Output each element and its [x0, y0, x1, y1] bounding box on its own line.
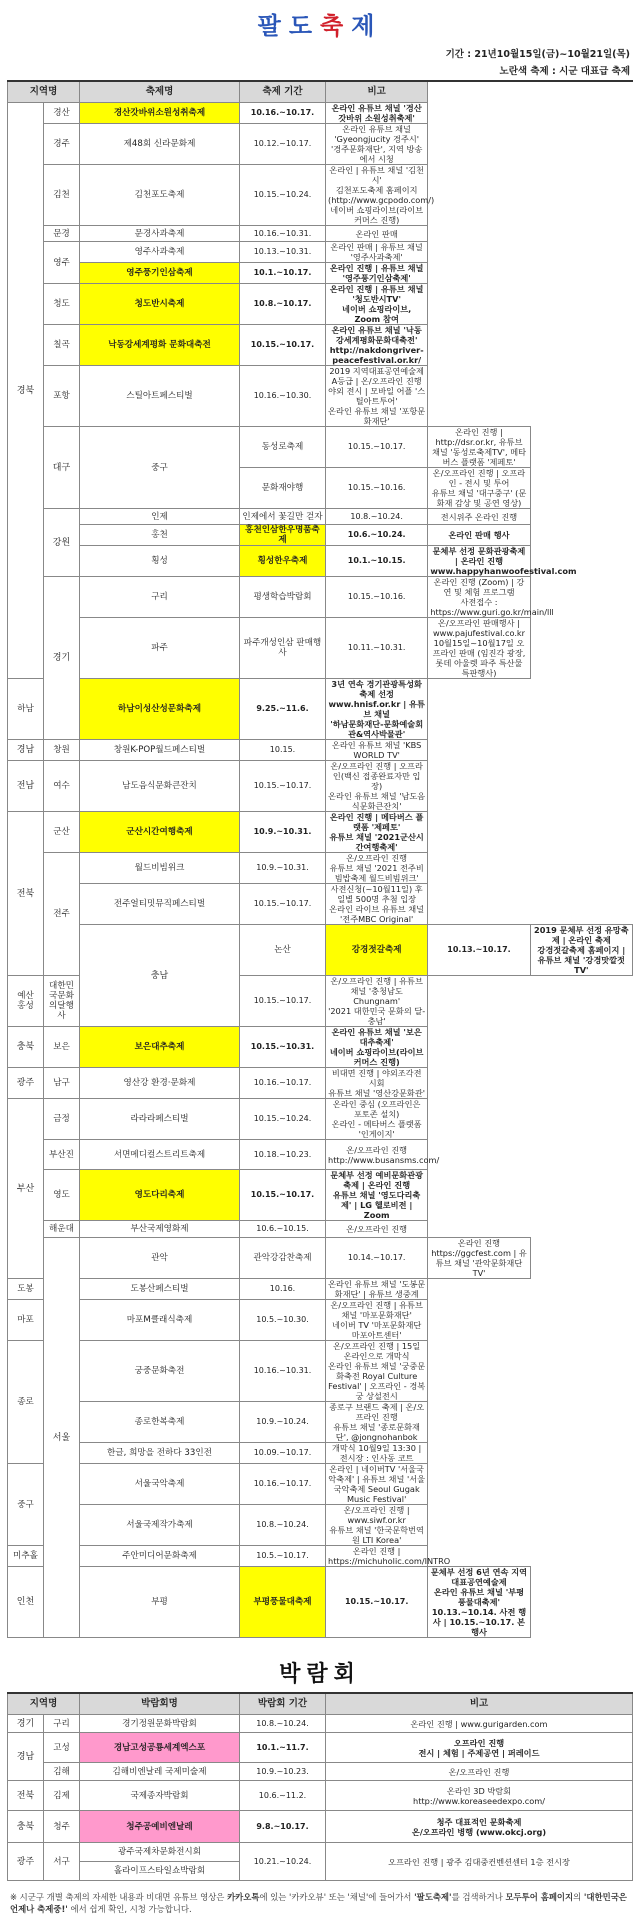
festival-row: [8, 1505, 633, 1546]
event-name-cell: 서면메디컬스트리트축제: [80, 1140, 240, 1170]
period-cell: 10.15.~10.17.: [240, 884, 326, 925]
period-cell: 10.15.~10.16.: [326, 577, 428, 618]
event-name-cell: 청도반시축제: [80, 284, 240, 325]
city-cell: 중구: [8, 1464, 44, 1546]
period-cell: 10.15.~10.24.: [240, 1099, 326, 1140]
note-cell: 온라인 유튜브 채널 '경산갓바위 소원성취축제': [326, 103, 428, 124]
event-name-cell: 제48회 신라문화제: [80, 124, 240, 165]
festival-row: [8, 1099, 633, 1140]
note-cell: 온라인 유튜브 채널 '낙동강세계평화문화대축전' http://nakdongriver-peacefestival.or.kr/: [326, 325, 428, 366]
city-cell: 파주: [80, 618, 240, 679]
city-cell: 김천: [44, 165, 80, 226]
expo-table: [7, 1692, 633, 1881]
event-name-cell: 군산시간여행축제: [80, 812, 240, 853]
event-name-cell: 하남이성산성문화축제: [80, 679, 240, 740]
note-cell: 오프라인 진행 전시 | 체험 | 주제공연 | 퍼레이드: [326, 1733, 633, 1763]
city-cell: 관악: [80, 1238, 240, 1279]
note-cell: 온라인 진행 | http://dsr.or.kr, 유튜브 채널 '동성로축제TV', 메타버스 플랫폼 '제페토': [428, 427, 530, 468]
expo-row: [8, 1715, 633, 1733]
expo-row: [8, 1811, 633, 1843]
period-cell: 10.21.~10.24.: [240, 1843, 326, 1881]
festival-row: [8, 1068, 633, 1099]
note-cell: 3년 연속 경기관광특성화축제 선정 www.hnisf.or.kr | 유튜브 채널 '하남문화재단-문화예술회관&역사박물관': [326, 679, 428, 740]
festival-row: [8, 546, 633, 577]
region-cell: 전남: [8, 761, 44, 812]
note-cell: 온라인 판매: [326, 226, 428, 242]
event-name-cell: 문화재야행: [240, 468, 326, 509]
period-cell: 10.15.~10.16.: [326, 468, 428, 509]
note-cell: 온라인 | 유튜브 채널 '김천시' 김천포도축제 홈페이지 (http://www.gcpodo.com/) 네이버 쇼핑라이브(라이브커머스 진행): [326, 165, 428, 226]
region-cell: 광주: [8, 1843, 44, 1881]
region-cell: 충북: [8, 1027, 44, 1068]
event-name-cell: 대한민국문화의달행사: [44, 976, 80, 1027]
period-cell: 10.8.~10.24.: [240, 1715, 326, 1733]
period-cell: 10.16.~10.17.: [240, 1068, 326, 1099]
region-cell: 인천: [8, 1567, 44, 1638]
event-name-cell: 남도음식문화큰잔치: [80, 761, 240, 812]
period-cell: 10.18.~10.23.: [240, 1140, 326, 1170]
city-cell: 구리: [80, 577, 240, 618]
city-cell: 중구: [80, 427, 240, 509]
period-cell: 10.15.~10.17.: [240, 761, 326, 812]
event-name-cell: 횡성한우축제: [240, 546, 326, 577]
festival-row: [8, 226, 633, 242]
period-cell: 10.15.: [240, 740, 326, 761]
festival-row: [8, 242, 633, 263]
period-cell: 10.15.~10.17.: [240, 1170, 326, 1221]
city-cell: 청도: [44, 284, 80, 325]
period-cell: 10.1.~10.17.: [240, 263, 326, 284]
festival-table: [7, 80, 633, 1638]
city-cell: 경주: [44, 124, 80, 165]
expo-row: [8, 1781, 633, 1811]
note-cell: 온라인 유튜브 채널 '도봉문화재단' | 유튜브 생중계: [326, 1279, 428, 1300]
event-name-cell: 경기정원문화박람회: [80, 1715, 240, 1733]
region-cell: 대구: [44, 427, 80, 509]
region-cell: 전북: [8, 812, 44, 976]
event-name-cell: 인제에서 꽃길만 걷자: [240, 509, 326, 525]
event-name-cell: 관악강감찬축제: [240, 1238, 326, 1279]
region-cell: 부산: [8, 1099, 44, 1279]
event-name-cell: 홀라이프스타일쇼박람회: [80, 1862, 240, 1881]
city-cell: 포항: [44, 366, 80, 427]
note-cell: 온/오프라인 진행 | 유튜브 채널 '마포문화재단' 네이버 TV '마포문화재단 마포아트센터': [326, 1300, 428, 1341]
city-cell: 경산: [44, 103, 80, 124]
event-name-cell: 서울국제작가축제: [80, 1505, 240, 1546]
city-cell: 군산: [44, 812, 80, 853]
period-cell: 10.5.~10.17.: [240, 1546, 326, 1567]
city-cell: 영주: [44, 242, 80, 284]
expo-row: [8, 1733, 633, 1763]
note-cell: 종로구 브랜드 축제 | 온/오프라인 진행 유튜브 채널 '종로문화재단', @jongnohanbok: [326, 1402, 428, 1443]
festival-row: [8, 124, 633, 165]
event-name-cell: 평생학습박람회: [240, 577, 326, 618]
period-cell: 10.8.~10.24.: [326, 509, 428, 525]
festival-row: [8, 1464, 633, 1505]
note-cell: 온라인 진행 https://ggcfest.com | 유튜브 채널 '관악문화재단TV': [428, 1238, 530, 1279]
note-cell: 온라인 진행 | 유튜브 채널 '영주풍기인삼축제': [326, 263, 428, 284]
event-name-cell: 종로한복축제: [80, 1402, 240, 1443]
period-cell: 10.9.~10.31.: [240, 812, 326, 853]
note-cell: 온/오프라인 진행 유튜브 채널 '2021 전주비빔밥축제 월드비빔위크': [326, 853, 428, 884]
city-cell: 구리: [44, 1715, 80, 1733]
note-cell: 사전신청(~10월11일) 후 일별 500명 추첨 입장 온라인 라이브 유튜브 채널 '전주MBC Original': [326, 884, 428, 925]
city-cell: 김해: [44, 1763, 80, 1781]
city-cell: 청주: [44, 1811, 80, 1843]
festival-row: [8, 1546, 633, 1567]
note-cell: 온/오프라인 진행: [326, 1221, 428, 1238]
event-name-cell: 전주얼티밋뮤직페스티벌: [80, 884, 240, 925]
event-name-cell: 월드비빔위크: [80, 853, 240, 884]
city-cell: 김제: [44, 1781, 80, 1811]
expo-header-note: 비고: [326, 1693, 633, 1715]
festival-row: [8, 884, 633, 925]
festival-row: [8, 263, 633, 284]
period-cell: 10.09.~10.17.: [240, 1443, 326, 1464]
period-cell: 9.25.~11.6.: [240, 679, 326, 740]
festival-row: [8, 366, 633, 427]
city-cell: 남구: [44, 1068, 80, 1099]
festival-row: [8, 812, 633, 853]
header-note: 비고: [326, 81, 428, 103]
period-cell: 10.15.~10.17.: [326, 427, 428, 468]
event-name-cell: 강경젓갈축제: [326, 925, 428, 976]
event-name-cell: 낙동강세계평화 문화대축전: [80, 325, 240, 366]
festival-row: [8, 1279, 633, 1300]
note-cell: 온라인 | 네이버TV '서울국악축제' | 유튜브 채널 '서울국악축제 Seoul Gugak Music Festival': [326, 1464, 428, 1505]
note-cell: 오프라인 진행 | 광주 김대중컨벤션센터 1층 전시장: [326, 1843, 633, 1881]
period-cell: 10.8.~10.24.: [240, 1505, 326, 1546]
note-cell: 문체부 선정 예비문화관광축제 | 온라인 진행 유튜브 채널 '영도다리축제' | LG 헬로비전 | Zoom: [326, 1170, 428, 1221]
period-cell: 10.11.~10.31.: [326, 618, 428, 679]
event-name-cell: 경산갓바위소원성취축제: [80, 103, 240, 124]
event-name-cell: 홍천인삼한우명품축제: [240, 525, 326, 546]
event-name-cell: 한글, 희망을 전하다 33인전: [80, 1443, 240, 1464]
event-name-cell: 영주풍기인삼축제: [80, 263, 240, 284]
festival-row: [8, 1140, 633, 1170]
festival-row: [8, 1027, 633, 1068]
period-cell: 10.14.~10.17.: [326, 1238, 428, 1279]
festival-row: [8, 509, 633, 525]
expo-header-region: 지역명: [8, 1693, 80, 1715]
expo-header-name: 박람회명: [80, 1693, 240, 1715]
region-cell: 경기: [8, 1715, 44, 1733]
city-cell: 창원: [44, 740, 80, 761]
festival-row: [8, 618, 633, 679]
note-cell: 온라인 유튜브 채널 'KBS WORLD TV': [326, 740, 428, 761]
region-cell: 경남: [8, 740, 44, 761]
note-cell: 전시위주 온라인 진행: [428, 509, 530, 525]
city-cell: 논산: [240, 925, 326, 976]
note-cell: 2019 지역대표공연예술제 A등급 | 온/오프라인 진행 야외 전시 | 모바일 어플 '스틸아트투어' 온라인 유튜브 채널 '포항문화재단': [326, 366, 428, 427]
region-cell: 충남: [80, 925, 240, 1027]
city-cell: 마포: [8, 1300, 44, 1341]
event-name-cell: 궁중문화축전: [80, 1341, 240, 1402]
note-cell: 온라인 진행 (Zoom) | 강연 및 체험 프로그램 사전접수 : https://www.guri.go.kr/main/lll: [428, 577, 530, 618]
event-name-cell: 부평풍물대축제: [240, 1567, 326, 1638]
period-cell: 10.16.~10.31.: [240, 226, 326, 242]
note-cell: 온/오프라인 진행 | 오프라인 - 전시 및 투어 유튜브 채널 '대구중구' (문화재 감상 및 공연 영상): [428, 468, 530, 509]
city-cell: 전주: [44, 853, 80, 976]
note-cell: 온라인 판매 행사: [428, 525, 530, 546]
note-cell: 온/오프라인 진행: [326, 1763, 633, 1781]
expo-title: 박람회: [279, 1662, 361, 1687]
title-char: 제: [351, 12, 383, 40]
note-cell: 온/오프라인 진행 | 오프라인(백신 접종완료자만 입장) 온라인 유튜브 채널 '남도음식문화큰잔치': [326, 761, 428, 812]
note-cell: 온라인 판매 | 유튜브 채널 '영주사과축제': [326, 242, 428, 263]
city-cell: 고성: [44, 1733, 80, 1763]
event-name-cell: 국제종자박람회: [80, 1781, 240, 1811]
festival-row: [8, 740, 633, 761]
city-cell: 서구: [44, 1843, 80, 1881]
period-cell: 10.16.~10.30.: [240, 366, 326, 427]
period-cell: 10.15.~10.31.: [240, 1027, 326, 1068]
event-name-cell: 창원K-POP월드페스티벌: [80, 740, 240, 761]
festival-row: [8, 925, 633, 976]
expo-row: [8, 1763, 633, 1781]
festival-row: [8, 165, 633, 226]
event-name-cell: 청주공예비엔날레: [80, 1811, 240, 1843]
festival-row: [8, 284, 633, 325]
city-cell: 부평: [80, 1567, 240, 1638]
event-name-cell: 주안미디어문화축제: [80, 1546, 240, 1567]
period-cell: 10.9.~10.31.: [240, 853, 326, 884]
city-cell: 영도: [44, 1170, 80, 1221]
period-cell: 10.9.~10.23.: [240, 1763, 326, 1781]
city-cell: 미추홀: [8, 1546, 44, 1567]
header-name: 축제명: [80, 81, 240, 103]
period-label: 기간 : 21년10월15일(금)~10월21일(목): [445, 49, 630, 60]
city-cell: 종로: [8, 1341, 44, 1464]
festival-row: [8, 1402, 633, 1443]
note-cell: 온/오프라인 진행 | www.siwf.or.kr 유튜브 채널 '한국문학번역원 LTI Korea': [326, 1505, 428, 1546]
period-cell: 10.13.~10.17.: [428, 925, 530, 976]
festival-row: [8, 577, 633, 618]
note-cell: 온라인 진행 | 메타버스 플랫폼 '제페토' 유튜브 채널 '2021군산시간여행축제': [326, 812, 428, 853]
festival-row: [8, 1567, 633, 1638]
footnote: ※ 시군구 개별 축제의 자세한 내용과 비대면 유튜브 영상은 카카오톡에 있는 '카카오뷰' 또는 '채널'에 들어가서 '팔도축제'를 검색하거나 모두투어 홈페이지의 '대한민국은 언제나 축제중!' 에서 쉽게 확인, 시청 가능합니다.: [10, 1892, 627, 1914]
event-name-cell: 서울국악축제: [80, 1464, 240, 1505]
region-cell: 광주: [8, 1068, 44, 1099]
period-cell: 9.8.~10.17.: [240, 1811, 326, 1843]
period-cell: 10.15.~10.17.: [240, 976, 326, 1027]
legend-label: 노란색 축제 : 시군 대표급 축제: [499, 66, 630, 77]
city-cell: 하남: [8, 679, 44, 740]
festival-title: [0, 0, 640, 46]
note-cell: 온라인 3D 박람회 http://www.koreaseedexpo.com/: [326, 1781, 633, 1811]
period-cell: 10.6.~11.2.: [240, 1781, 326, 1811]
festival-row: [8, 1443, 633, 1464]
note-cell: 2019 문체부 선정 유망축제 | 온라인 축제 강경젓갈축제 홈페이지 | 유튜브 채널 '강경맛깔젓TV': [530, 925, 632, 976]
period-cell: 10.16.~10.17.: [240, 103, 326, 124]
festival-row: [8, 679, 633, 740]
city-cell: 인제: [80, 509, 240, 525]
region-cell: 경북: [8, 103, 44, 679]
event-name-cell: 마포M클래식축제: [80, 1300, 240, 1341]
event-name-cell: 광주국제차문화전시회: [80, 1843, 240, 1862]
city-cell: 칠곡: [44, 325, 80, 366]
note-cell: 온/오프라인 판매행사 | www.pajufestival.co.kr 10월15일~10월17일 오프라인 판매 (임진각 광장, 롯데 아울렛 파주 특산물 특판행사): [428, 618, 530, 679]
city-cell: 예산 홍성: [8, 976, 44, 1027]
event-name-cell: 경남고성공룡세계엑스포: [80, 1733, 240, 1763]
city-cell: 금정: [44, 1099, 80, 1140]
event-name-cell: 영도다리축제: [80, 1170, 240, 1221]
period-cell: 10.12.~10.17.: [240, 124, 326, 165]
note-cell: 온/오프라인 진행 | 유튜브 채널 '충청남도 Chungnam' '2021 대한민국 문화의 달-충남': [326, 976, 428, 1027]
expo-header-period: 박람회 기간: [240, 1693, 326, 1715]
title-char: 팔: [257, 12, 289, 40]
period-cell: 10.1.~11.7.: [240, 1733, 326, 1763]
note-cell: 문체부 선정 문화관광축제 | 온라인 진행 www.happyhanwoofestival.com: [428, 546, 530, 577]
period-cell: 10.15.~10.17.: [240, 325, 326, 366]
event-name-cell: 동성로축제: [240, 427, 326, 468]
note-cell: 비대면 진행 | 야외조각전시회 유튜브 채널 '영산강문화관': [326, 1068, 428, 1099]
note-cell: 온라인 진행 | 유튜브 채널 '청도반시TV' 네이버 쇼핑라이브, Zoom 참여: [326, 284, 428, 325]
festival-row: [8, 761, 633, 812]
event-name-cell: 파주개성인삼 판매행사: [240, 618, 326, 679]
event-name-cell: 보은대추축제: [80, 1027, 240, 1068]
region-cell: 경남: [8, 1733, 44, 1781]
event-name-cell: 도봉산페스티벌: [80, 1279, 240, 1300]
city-cell: 문경: [44, 226, 80, 242]
period-cell: 10.5.~10.30.: [240, 1300, 326, 1341]
festival-row: [8, 1300, 633, 1341]
period-cell: 10.15.~10.17.: [326, 1567, 428, 1638]
event-name-cell: 문경사과축제: [80, 226, 240, 242]
festival-row: [8, 525, 633, 546]
event-name-cell: 김해비엔날레 국제미술제: [80, 1763, 240, 1781]
period-cell: 10.6.~10.15.: [240, 1221, 326, 1238]
period-cell: 10.8.~10.17.: [240, 284, 326, 325]
period-cell: 10.1.~10.15.: [326, 546, 428, 577]
event-name-cell: 부산국제영화제: [80, 1221, 240, 1238]
note-cell: 온라인 진행 | https://michuholic.com/INTRO: [326, 1546, 428, 1567]
note-cell: 온/오프라인 진행 http://www.busansms.com/: [326, 1140, 428, 1170]
festival-row: [8, 325, 633, 366]
city-cell: 보은: [44, 1027, 80, 1068]
note-cell: 온/오프라인 진행 | 15일 온라인으로 개막식 온라인 유튜브 채널 '궁중문화축전 Royal Culture Festival' | 오프라인 - 경복궁 상설전시: [326, 1341, 428, 1402]
note-cell: 온라인 중심 (오프라인은 포토존 설치) 온라인 - 메타버스 플랫폼 '인게이지': [326, 1099, 428, 1140]
city-cell: 도봉: [8, 1279, 44, 1300]
note-cell: 청주 대표적인 문화축제 온/오프라인 병행 (www.okcj.org): [326, 1811, 633, 1843]
festival-row: [8, 427, 633, 468]
note-cell: 온라인 유튜브 채널 'Gyeongjucity 경주시' '경주문화재단', 지역 방송에서 시청: [326, 124, 428, 165]
festival-row: [8, 1341, 633, 1402]
event-name-cell: 영주사과축제: [80, 242, 240, 263]
region-cell: 강원: [44, 509, 80, 577]
event-name-cell: 라라라페스티벌: [80, 1099, 240, 1140]
city-cell: 여수: [44, 761, 80, 812]
note-cell: 온라인 유튜브 채널 '보은대추축제' 네이버 쇼핑라이브(라이브커머스 진행): [326, 1027, 428, 1068]
festival-row: [8, 103, 633, 124]
title-char: 도: [288, 12, 320, 40]
period-cell: 10.16.: [240, 1279, 326, 1300]
period-cell: 10.16.~10.17.: [240, 1464, 326, 1505]
festival-row: [8, 1238, 633, 1279]
region-cell: 서울: [44, 1238, 80, 1638]
expo-row: [8, 1843, 633, 1862]
note-cell: 문체부 선정 6년 연속 지역대표공연예술제 온라인 유튜브 채널 '부평풍물대축제' 10.13.~10.14. 사전 행사 | 10.15.~10.17. 본 행사: [428, 1567, 530, 1638]
period-cell: 10.15.~10.24.: [240, 165, 326, 226]
event-name-cell: 김천포도축제: [80, 165, 240, 226]
city-cell: 홍천: [80, 525, 240, 546]
event-name-cell: 영산강 환경·문화제: [80, 1068, 240, 1099]
period-cell: 10.16.~10.31.: [240, 1341, 326, 1402]
festival-row: [8, 1221, 633, 1238]
header-period: 축제 기간: [240, 81, 326, 103]
note-cell: 개막식 10월9일 13:30 | 전시장 : 인사동 코트: [326, 1443, 428, 1464]
note-cell: 온라인 진행 | www.gurigarden.com: [326, 1715, 633, 1733]
region-cell: 전북: [8, 1781, 44, 1811]
city-cell: 부산진: [44, 1140, 80, 1170]
period-cell: 10.9.~10.24.: [240, 1402, 326, 1443]
event-name-cell: 스틸아트페스티벌: [80, 366, 240, 427]
region-cell: 충북: [8, 1811, 44, 1843]
header-region: 지역명: [8, 81, 80, 103]
festival-row: [8, 1170, 633, 1221]
city-cell: 횡성: [80, 546, 240, 577]
city-cell: 해운대: [44, 1221, 80, 1238]
region-cell: 경기: [44, 577, 80, 740]
title-char: 축: [320, 12, 352, 40]
period-cell: 10.13.~10.31.: [240, 242, 326, 263]
festival-row: [8, 853, 633, 884]
period-cell: 10.6.~10.24.: [326, 525, 428, 546]
